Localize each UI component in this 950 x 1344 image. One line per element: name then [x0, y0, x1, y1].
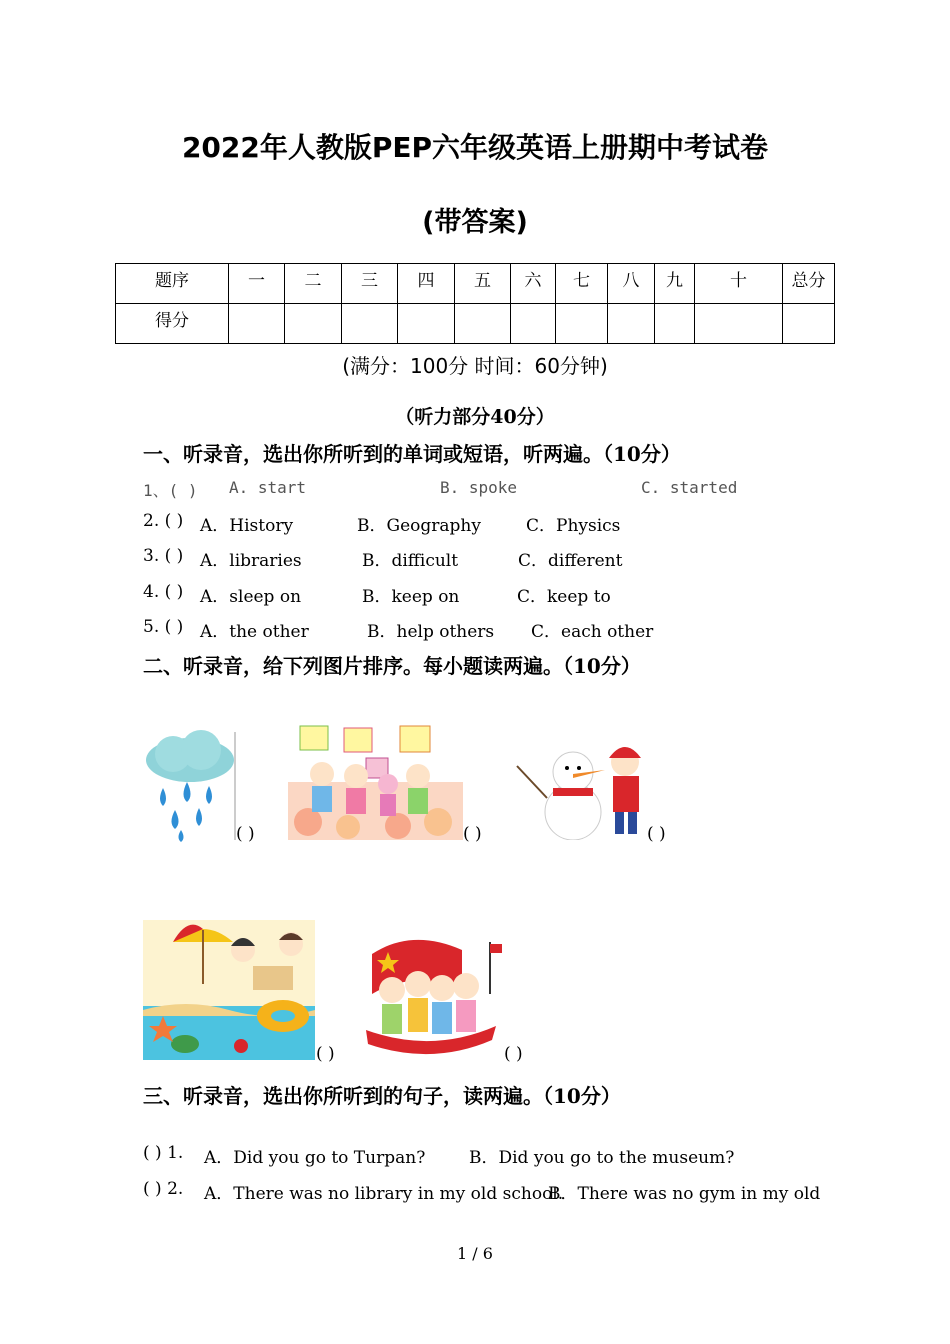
q4-option-c[interactable]: C．keep to [517, 587, 611, 607]
score-cell[interactable] [783, 304, 835, 344]
q1-option-b[interactable]: B. spoke [440, 478, 518, 497]
score-cell[interactable] [655, 304, 695, 344]
s3-q2-number: ( ) 2. [143, 1179, 184, 1199]
q5-number: 5. ( ) [143, 617, 184, 637]
score-cell[interactable] [229, 304, 285, 344]
score-column-2: 二 [285, 264, 342, 304]
picture3-answer-blank[interactable]: ( ) [647, 824, 666, 844]
score-table [115, 263, 835, 344]
q5-option-b[interactable]: B．help others [367, 622, 495, 642]
score-column-6: 六 [511, 264, 556, 304]
s3-q1-number: ( ) 1. [143, 1143, 184, 1163]
national-day-picture [362, 934, 504, 1058]
beach-picture [143, 920, 315, 1060]
q1-number: 1、( ) [143, 481, 198, 500]
score-row-label: 得分 [116, 304, 229, 344]
picture4-answer-blank[interactable]: ( ) [316, 1044, 335, 1064]
score-table-score-row [116, 304, 835, 344]
q3-option-c[interactable]: C．different [518, 551, 623, 571]
exam-info: (满分：100分 时间：60分钟) [342, 354, 608, 378]
s3-q2-option-a[interactable]: A．There was no library in my old school. [204, 1184, 564, 1204]
score-column-10: 十 [695, 264, 783, 304]
q2-option-a[interactable]: A．History [200, 516, 294, 536]
q4-number: 4. ( ) [143, 582, 184, 602]
score-total-label: 总分 [783, 264, 835, 304]
score-cell[interactable] [455, 304, 511, 344]
score-column-1: 一 [229, 264, 285, 304]
score-column-9: 九 [655, 264, 695, 304]
score-cell[interactable] [556, 304, 608, 344]
section3-heading: 三、听录音，选出你所听到的句子，读两遍。（10分） [143, 1084, 621, 1108]
listening-part-label: （听力部分40分） [395, 406, 555, 428]
score-column-4: 四 [398, 264, 455, 304]
q3-option-b[interactable]: B．difficult [362, 551, 459, 571]
score-cell[interactable] [511, 304, 556, 344]
page-subtitle: (带答案) [422, 207, 528, 238]
score-cell[interactable] [285, 304, 342, 344]
score-column-8: 八 [608, 264, 655, 304]
q5-option-c[interactable]: C．each other [531, 622, 654, 642]
score-cell[interactable] [342, 304, 398, 344]
q4-option-a[interactable]: A．sleep on [200, 587, 302, 607]
section1-heading: 一、听录音，选出你所听到的单词或短语，听两遍。（10分） [143, 442, 681, 466]
score-column-7: 七 [556, 264, 608, 304]
score-cell[interactable] [695, 304, 783, 344]
score-cell[interactable] [398, 304, 455, 344]
q3-option-a[interactable]: A．libraries [200, 551, 302, 571]
q1-option-c[interactable]: C. started [641, 478, 738, 497]
score-table-header-row [116, 264, 835, 304]
score-column-3: 三 [342, 264, 398, 304]
childrens-day-picture [288, 722, 463, 840]
section2-heading: 二、听录音，给下列图片排序。每小题读两遍。（10分） [143, 654, 641, 678]
snowman-picture [513, 736, 647, 840]
q2-option-c[interactable]: C．Physics [526, 516, 621, 536]
picture2-answer-blank[interactable]: ( ) [463, 824, 482, 844]
rain-cloud-picture [143, 730, 237, 842]
page-title: 2022年人教版PEP六年级英语上册期中考试卷 [181, 131, 769, 164]
score-cell[interactable] [608, 304, 655, 344]
score-column-5: 五 [455, 264, 511, 304]
s3-q2-option-b[interactable]: B．There was no gym in my old [548, 1184, 821, 1204]
s3-q1-option-a[interactable]: A．Did you go to Turpan? [204, 1148, 426, 1168]
page-number: 1 / 6 [457, 1244, 493, 1263]
q1-option-a[interactable]: A. start [229, 478, 307, 497]
score-table-header-label: 题序 [116, 264, 229, 304]
picture1-answer-blank[interactable]: ( ) [236, 824, 255, 844]
q3-number: 3. ( ) [143, 546, 184, 566]
s3-q1-option-b[interactable]: B．Did you go to the museum? [469, 1148, 735, 1168]
picture5-answer-blank[interactable]: ( ) [504, 1044, 523, 1064]
q4-option-b[interactable]: B．keep on [362, 587, 460, 607]
q5-option-a[interactable]: A．the other [200, 622, 309, 642]
q2-option-b[interactable]: B．Geography [357, 516, 481, 536]
q2-number: 2. ( ) [143, 511, 184, 531]
